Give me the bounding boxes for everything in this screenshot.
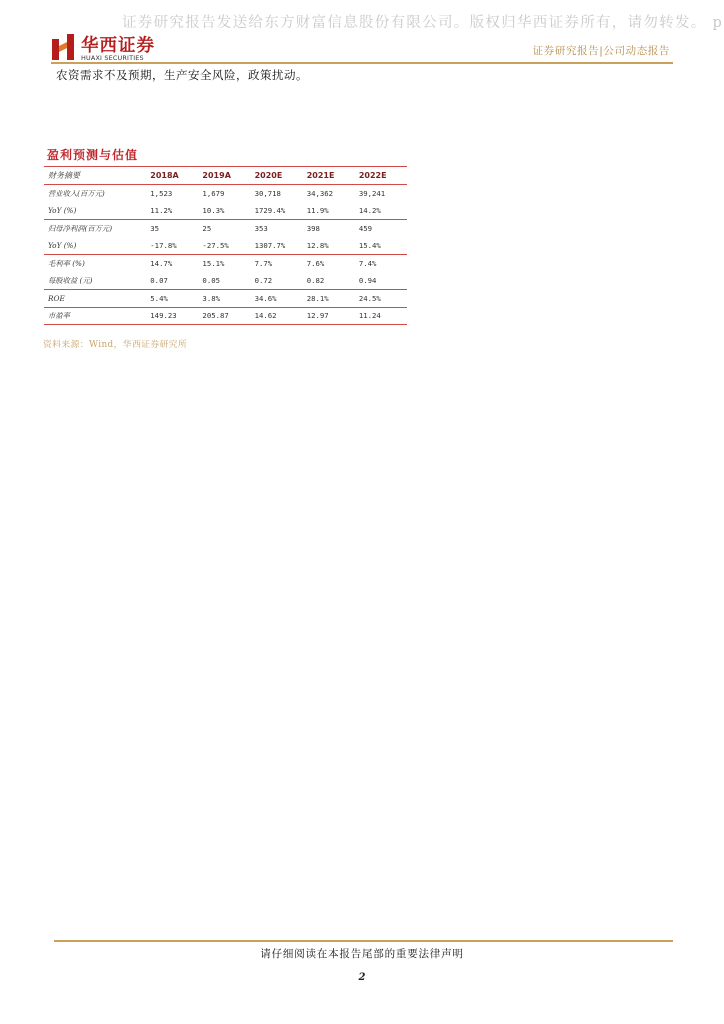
table-cell: 1,523 <box>150 189 173 198</box>
table-cell: 39,241 <box>358 189 386 198</box>
table-cell: 1307.7% <box>254 241 286 250</box>
report-type-label: 证券研究报告|公司动态报告 <box>532 45 670 57</box>
row-label: 营业收入(百万元) <box>48 188 105 198</box>
table-cell: 7.6% <box>306 259 325 268</box>
table-cell: 24.5% <box>358 293 381 303</box>
table-cell: 11.24 <box>358 311 381 321</box>
table-cell: 353 <box>254 224 268 233</box>
financial-summary-table <box>44 166 407 325</box>
table-header-cell: 2018A <box>150 171 179 180</box>
table-cell: 11.9% <box>306 206 329 215</box>
table-source-note: 资料来源：Wind，华西证券研究所 <box>43 340 188 350</box>
page-number: 2 <box>358 972 366 983</box>
table-cell: 0.07 <box>150 276 168 285</box>
table-cell: 459 <box>358 224 373 233</box>
table-row <box>44 202 407 220</box>
table-cell: 14.62 <box>254 311 277 321</box>
table-cell: 0.05 <box>202 276 220 285</box>
table-cell: 30,718 <box>254 189 281 198</box>
table-row <box>44 185 407 203</box>
section-title: 盈利预测与估值 <box>47 148 139 162</box>
table-cell: 149.23 <box>150 311 177 321</box>
table-cell: 0.72 <box>254 276 273 285</box>
table-header-cell: 财务摘要 <box>48 171 80 180</box>
table-cell: 15.1% <box>202 259 225 268</box>
table-header-cell: 2020E <box>254 171 283 180</box>
table-cell: 7.4% <box>358 259 377 268</box>
brand-logo <box>51 33 161 63</box>
table-cell: 28.1% <box>306 293 329 303</box>
table-cell: 1,679 <box>202 189 225 198</box>
table-cell: 12.8% <box>306 241 329 250</box>
table-row <box>44 290 407 308</box>
row-label: ROE <box>48 293 65 303</box>
table-cell: 14.2% <box>358 206 381 215</box>
table-cell: 0.94 <box>358 276 377 285</box>
table-cell: 398 <box>306 224 320 233</box>
table-header-cell: 2022E <box>358 171 387 180</box>
table-row <box>44 237 407 255</box>
watermark-text: 证券研究报告发送给东方财富信息股份有限公司。版权归华西证券所有，请勿转发。 p <box>122 15 724 31</box>
table-header-row <box>44 167 407 185</box>
header-divider <box>51 62 673 64</box>
table-cell: 205.87 <box>202 311 229 321</box>
risk-text: 农资需求不及预期，生产安全风险，政策扰动。 <box>56 68 308 82</box>
row-label: 市盈率 <box>48 310 70 320</box>
row-label: 归母净利润(百万元) <box>48 223 113 233</box>
huaxi-logo-icon <box>51 33 75 61</box>
table-cell: 14.7% <box>150 259 173 268</box>
row-label: YoY (%) <box>48 241 77 250</box>
table-header-cell: 2021E <box>306 171 335 180</box>
table-cell: 25 <box>202 224 212 233</box>
table-cell: -17.8% <box>150 241 177 250</box>
table-cell: 0.82 <box>306 276 325 285</box>
table-cell: 15.4% <box>358 241 381 250</box>
table-cell: 35 <box>150 224 160 233</box>
row-label: YoY (%) <box>48 206 77 215</box>
table-cell: 12.97 <box>306 311 329 321</box>
footer-divider <box>54 940 673 942</box>
table-cell: 34.6% <box>254 293 277 303</box>
table-header-cell: 2019A <box>202 171 231 180</box>
table-row <box>44 255 407 273</box>
table-cell: 10.3% <box>202 206 225 215</box>
table-cell: 7.7% <box>254 259 273 268</box>
brand-name-cn: 华西证券 <box>81 36 155 56</box>
table-cell: 34,362 <box>306 189 334 198</box>
table-cell: 5.4% <box>150 293 168 303</box>
row-label: 毛利率 (%) <box>48 258 85 268</box>
table-row <box>44 272 407 290</box>
legal-disclaimer: 请仔细阅读在本报告尾部的重要法律声明 <box>260 948 464 960</box>
row-label: 每股收益 (元) <box>48 275 93 285</box>
table-row <box>44 220 407 238</box>
table-cell: 3.8% <box>202 293 220 303</box>
table-cell: 11.2% <box>150 206 173 215</box>
table-cell: -27.5% <box>202 241 229 250</box>
table-cell: 1729.4% <box>254 206 286 215</box>
brand-name-en: HUAXI SECURITIES <box>81 54 144 62</box>
table-row <box>44 307 407 325</box>
